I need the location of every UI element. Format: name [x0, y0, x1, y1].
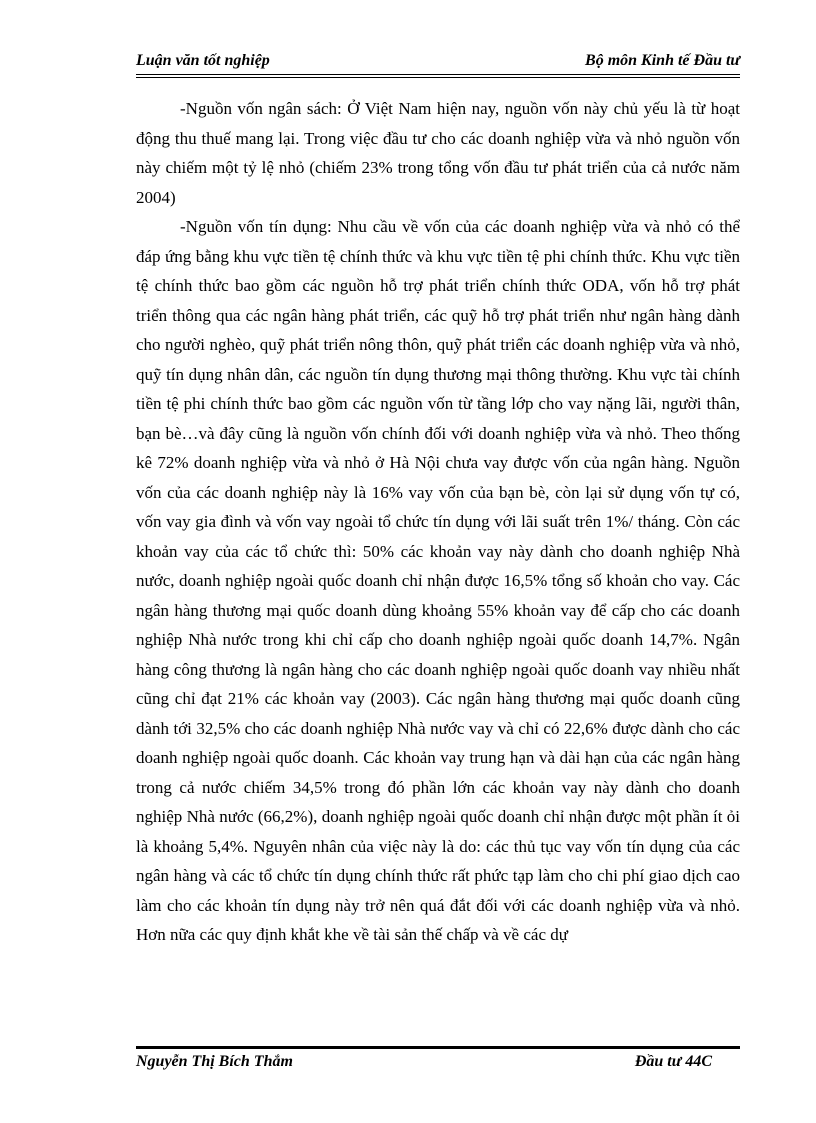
paragraph-budget-capital: -Nguồn vốn ngân sách: Ở Việt Nam hiện nay, nguồn vốn này chủ yếu là từ hoạt động thu thuế mang lại. Trong việc đầu tư cho các doanh nghiệp vừa và nhỏ nguồn vốn này chiếm một tỷ lệ nhỏ (chiếm 23% trong tổng vốn đầu tư phát triển của cả nước năm 2004) [136, 99, 740, 207]
header-rule [136, 77, 740, 78]
page-header [136, 50, 740, 75]
header-department: Bộ môn Kinh tế Đầu tư [585, 52, 740, 69]
paragraph-credit-capital: -Nguồn vốn tín dụng: Nhu cầu về vốn của các doanh nghiệp vừa và nhỏ có thể đáp ứng bằng khu vực tiền tệ chính thức và khu vực tiền tệ phi chính thức. Khu vực tiền tệ chính thức bao gồm các nguồn hỗ trợ phát triển chính thức ODA, vốn hỗ trợ phát triển thông qua các ngân hàng phát triển, các quỹ hỗ trợ phát triển như ngân hàng dành cho người nghèo, quỹ phát triển nông thôn, quỹ phát triển các doanh nghiệp vừa và nhỏ, quỹ tín dụng nhân dân, các nguồn tín dụng thương mại thông thường. Khu vực tài chính tiền tệ phi chính thức bao gồm các nguồn vốn từ tầng lớp cho vay nặng lãi, người thân, bạn bè…và đây cũng là nguồn vốn chính đối với doanh nghiệp vừa và nhỏ. Theo thống kê 72% doanh nghiệp vừa và nhỏ ở Hà Nội chưa vay được vốn của ngân hàng. Nguồn vốn của các doanh nghiệp này là 16% vay vốn của bạn bè, còn lại sử dụng vốn tự có, vốn vay gia đình và vốn vay ngoài tổ chức tín dụng với lãi suất trên 1%/ tháng. Còn các khoản vay của các tổ chức thì: 50% các khoản vay này dành cho doanh nghiệp Nhà nước, doanh nghiệp ngoài quốc doanh chỉ nhận được 16,5% tổng số khoản cho vay. Các ngân hàng thương mại quốc doanh dùng khoảng 55% khoản vay để cấp cho các doanh nghiệp Nhà nước trong khi chỉ cấp cho doanh nghiệp ngoài quốc doanh 14,7%. Ngân hàng công thương là ngân hàng cho các doanh nghiệp ngoài quốc doanh vay nhiều nhất cũng chỉ đạt 21% các khoản vay (2003). Các ngân hàng thương mại quốc doanh cũng dành tới 32,5% cho các doanh nghiệp Nhà nước vay và chỉ có 22,6% được dành cho các doanh nghiệp ngoài quốc doanh. Các khoản vay trung hạn và dài hạn của các ngân hàng trong cả nước chiếm 34,5% trong đó phần lớn các khoản vay này dành cho doanh nghiệp Nhà nước (66,2%), doanh nghiệp ngoài quốc doanh chỉ nhận được một phần ít ỏi là khoảng 5,4%. Nguyên nhân của việc này là do: các thủ tục vay vốn tín dụng của các ngân hàng và các tổ chức tín dụng chính thức rất phức tạp làm cho chi phí giao dịch cao làm cho các khoản tín dụng này trở nên quá đắt đối với các doanh nghiệp vừa và nhỏ. Hơn nữa các quy định khắt khe về tài sản thế chấp và về các dự [136, 217, 740, 944]
header-thesis-title: Luận văn tốt nghiệp [136, 52, 270, 69]
document-body [136, 94, 740, 950]
footer-author: Nguyễn Thị Bích Thắm [136, 1053, 293, 1070]
page-footer [136, 1051, 712, 1075]
footer-class: Đầu tư 44C [634, 1053, 712, 1070]
footer-rule [136, 1046, 740, 1049]
